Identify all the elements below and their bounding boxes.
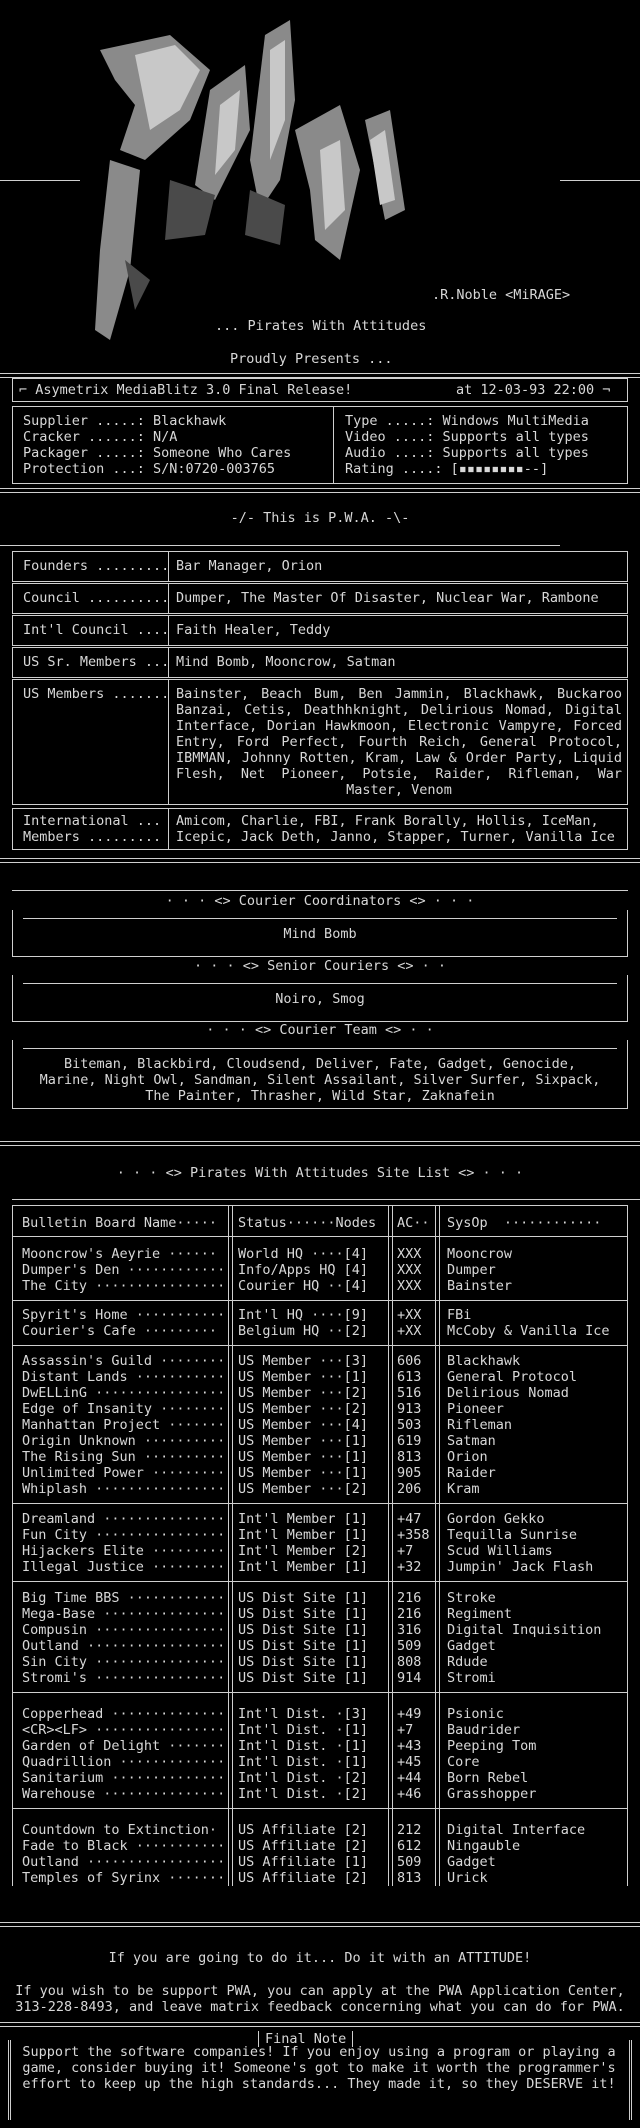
- site-cell-ac: 914: [397, 1670, 422, 1686]
- about-row-divider: [168, 616, 169, 645]
- site-cell-sysop: Core: [447, 1754, 480, 1770]
- site-cell-sysop: Rifleman: [447, 1417, 513, 1433]
- about-row-divider: [168, 809, 169, 849]
- site-cell-ac: 509: [397, 1638, 422, 1654]
- site-cell-board: Dumper's Den ············: [22, 1262, 226, 1278]
- site-cell-ac: XXX: [397, 1262, 422, 1278]
- site-cell-board: Hijackers Elite ·········: [22, 1543, 226, 1559]
- site-cell-status: US Member ···[1]: [238, 1465, 369, 1481]
- site-cell-sysop: General Protocol: [447, 1369, 578, 1385]
- site-cell-sysop: Psionic: [447, 1706, 504, 1722]
- site-cell-ac: +46: [397, 1786, 422, 1802]
- site-cell-ac: +32: [397, 1559, 422, 1575]
- site-cell-status: US Affiliate [1]: [238, 1854, 369, 1870]
- site-cell-status: US Dist Site [1]: [238, 1590, 369, 1606]
- site-cell-sysop: Regiment: [447, 1606, 513, 1622]
- site-cell-board: The City ················: [22, 1278, 226, 1294]
- site-cell-status: Int'l Dist. ·[2]: [238, 1770, 369, 1786]
- site-cell-board: Sin City ················: [22, 1654, 226, 1670]
- about-row-founders: [12, 551, 628, 582]
- release-bottom-rule: [0, 488, 640, 493]
- site-cell-status: US Member ···[2]: [238, 1481, 369, 1497]
- site-cell-ac: 613: [397, 1369, 422, 1385]
- site-cell-sysop: McCoby & Vanilla Ice: [447, 1323, 610, 1339]
- release-date-text: at 12-03-93 22:00: [456, 382, 595, 398]
- site-cell-board: Fade to Black ···········: [22, 1838, 226, 1854]
- site-cell-board: Origin Unknown ··········: [22, 1433, 226, 1449]
- site-cell-status: US Member ···[1]: [238, 1449, 369, 1465]
- release-audio: Audio ....: Supports all types: [345, 445, 589, 461]
- about-row-divider: [168, 648, 169, 677]
- site-cell-sysop: Orion: [447, 1449, 488, 1465]
- site-cell-ac: 216: [397, 1590, 422, 1606]
- site-cell-status: US Affiliate [2]: [238, 1838, 369, 1854]
- site-group-rule: [12, 1345, 628, 1346]
- site-cell-sysop: Mooncrow: [447, 1246, 513, 1262]
- site-cell-sysop: Stroke: [447, 1590, 496, 1606]
- site-cell-board: Manhattan Project ·······: [22, 1417, 226, 1433]
- site-cell-status: Int'l Member [1]: [238, 1559, 369, 1575]
- col-header-sysop: SysOp ············: [447, 1215, 602, 1231]
- site-cell-ac: +44: [397, 1770, 422, 1786]
- site-cell-status: Int'l Dist. ·[3]: [238, 1706, 369, 1722]
- site-list-bottom-rule: [0, 1922, 640, 1927]
- about-value-sr-members: Mind Bomb, Mooncrow, Satman: [176, 654, 396, 670]
- final-note-title: Final Note: [258, 2031, 353, 2047]
- release-title-text: Asymetrix MediaBlitz 3.0 Final Release!: [35, 382, 353, 398]
- site-cell-board: Unlimited Power ·········: [22, 1465, 226, 1481]
- site-cell-sysop: Jumpin' Jack Flash: [447, 1559, 594, 1575]
- site-cell-sysop: Tequilla Sunrise: [447, 1527, 578, 1543]
- site-cell-status: US Member ···[3]: [238, 1353, 369, 1369]
- site-cell-sysop: Pioneer: [447, 1401, 504, 1417]
- site-cell-status: US Member ···[1]: [238, 1369, 369, 1385]
- site-cell-status: US Member ···[2]: [238, 1385, 369, 1401]
- site-cell-board: Warehouse ···············: [22, 1786, 226, 1802]
- site-cell-sysop: Born Rebel: [447, 1770, 529, 1786]
- about-row-intl-council: [12, 615, 628, 646]
- site-cell-sysop: Raider: [447, 1465, 496, 1481]
- release-protection: Protection ...: S/N:0720-003765: [23, 461, 275, 477]
- about-row-intl-members: [12, 808, 628, 850]
- site-cell-status: Int'l Dist. ·[1]: [238, 1754, 369, 1770]
- site-cell-status: Courier HQ ··[4]: [238, 1278, 369, 1294]
- courier-team-inner-rule: [23, 1048, 617, 1049]
- site-group-rule: [12, 1692, 628, 1693]
- site-cell-board: Big Time BBS ············: [22, 1590, 226, 1606]
- site-cell-ac: 612: [397, 1838, 422, 1854]
- site-cell-ac: 509: [397, 1854, 422, 1870]
- release-title: ⌐ Asymetrix MediaBlitz 3.0 Final Release!: [19, 382, 353, 398]
- site-col-divider-3: [435, 1206, 440, 1886]
- about-row-us-members: [12, 679, 628, 805]
- site-cell-sysop: Dumper: [447, 1262, 496, 1278]
- site-cell-status: Int'l Member [1]: [238, 1511, 369, 1527]
- site-cell-board: Copperhead ··············: [22, 1706, 226, 1722]
- site-cell-ac: +XX: [397, 1323, 422, 1339]
- release-date: at 12-03-93 22:00 ¬: [456, 382, 611, 398]
- pwa-logo-art: [40, 10, 500, 350]
- final-note-box: [8, 2040, 632, 2120]
- site-cell-ac: 619: [397, 1433, 422, 1449]
- site-group-rule: [12, 1503, 628, 1504]
- site-cell-board: Distant Lands ···········: [22, 1369, 226, 1385]
- courier-team-box: [12, 1040, 628, 1109]
- site-cell-ac: +47: [397, 1511, 422, 1527]
- site-cell-ac: +358: [397, 1527, 430, 1543]
- site-cell-sysop: Digital Interface: [447, 1822, 586, 1838]
- about-label-council: Council ..........: [23, 590, 170, 606]
- site-cell-status: Int'l Member [2]: [238, 1543, 369, 1559]
- site-cell-ac: 813: [397, 1870, 422, 1886]
- site-cell-sysop: Ningauble: [447, 1838, 521, 1854]
- site-cell-status: Int'l HQ ····[9]: [238, 1307, 369, 1323]
- site-list-top-rule: [12, 1199, 640, 1200]
- about-label-intl-members: International ... Members .........: [23, 813, 162, 845]
- site-cell-ac: 808: [397, 1654, 422, 1670]
- logo-left-rule: [0, 180, 80, 181]
- site-cell-board: The Rising Sun ··········: [22, 1449, 226, 1465]
- site-cell-sysop: Rdude: [447, 1654, 488, 1670]
- site-cell-board: Whiplash ················: [22, 1481, 226, 1497]
- site-cell-status: US Dist Site [1]: [238, 1606, 369, 1622]
- site-cell-status: Int'l Dist. ·[2]: [238, 1786, 369, 1802]
- site-cell-board: DwELLinG ················: [22, 1385, 226, 1401]
- release-video: Video ....: Supports all types: [345, 429, 589, 445]
- site-cell-ac: 516: [397, 1385, 422, 1401]
- site-cell-sysop: Grasshopper: [447, 1786, 537, 1802]
- senior-couriers-names: Noiro, Smog: [275, 991, 365, 1007]
- site-cell-status: US Affiliate [2]: [238, 1870, 369, 1886]
- col-header-ac: AC··: [397, 1215, 430, 1231]
- site-cell-status: Info/Apps HQ [4]: [238, 1262, 369, 1278]
- release-cracker: Cracker ......: N/A: [23, 429, 178, 445]
- about-value-founders: Bar Manager, Orion: [176, 558, 323, 574]
- site-cell-board: Spyrit's Home ···········: [22, 1307, 226, 1323]
- site-cell-sysop: Kram: [447, 1481, 480, 1497]
- site-cell-ac: 913: [397, 1401, 422, 1417]
- about-label-sr-members: US Sr. Members ...: [23, 654, 170, 670]
- site-cell-board: Dreamland ···············: [22, 1511, 226, 1527]
- site-cell-board: Outland ·················: [22, 1638, 226, 1654]
- about-value-us-members: Bainster, Beach Bum, Ben Jammin, Blackhawk, Buckaroo Banzai, Cetis, Deathhknight, Delirious Nomad, Digital Interface, Dorian Hawkmoon, Electronic Vampyre, Forced Entry, Ford Perfect, Fourth Reich, General Protocol, IBMMAN, Johnny Rotten, Kram, Law & Order Party, Liquid Flesh, Net Pioneer, Potsie, Raider, Rifleman, War Master, Venom: [176, 686, 622, 798]
- site-cell-board: Mega-Base ···············: [22, 1606, 226, 1622]
- site-cell-sysop: Satman: [447, 1433, 496, 1449]
- site-cell-sysop: Gordon Gekko: [447, 1511, 545, 1527]
- site-cell-sysop: Delirious Nomad: [447, 1385, 569, 1401]
- site-cell-ac: +43: [397, 1738, 422, 1754]
- release-rating: Rating ....: [▪▪▪▪▪▪▪▪--]: [345, 461, 549, 477]
- site-cell-board: Illegal Justice ·········: [22, 1559, 226, 1575]
- logo-presents: Proudly Presents ...: [230, 351, 393, 367]
- release-info-left: [23, 413, 291, 477]
- apply-text: If you wish to be support PWA, you can apply at the PWA Application Center, 313-228-8493, and leave matrix feedback concerning what you can do for PWA.: [15, 1983, 625, 2015]
- courier-coord-heading: · · · <> Courier Coordinators <> · · ·: [165, 893, 475, 909]
- site-cell-board: Edge of Insanity ········: [22, 1401, 226, 1417]
- site-cell-sysop: Scud Williams: [447, 1543, 553, 1559]
- senior-couriers-heading: · · · <> Senior Couriers <> · ·: [194, 958, 446, 974]
- site-cell-board: Stromi's ················: [22, 1670, 226, 1686]
- site-cell-sysop: Urick: [447, 1870, 488, 1886]
- site-cell-status: US Dist Site [1]: [238, 1638, 369, 1654]
- final-note-top-rule: [0, 2022, 640, 2027]
- about-row-council: [12, 583, 628, 614]
- site-cell-ac: +45: [397, 1754, 422, 1770]
- site-cell-status: US Dist Site [1]: [238, 1622, 369, 1638]
- site-cell-ac: 216: [397, 1606, 422, 1622]
- courier-coord-inner-rule: [23, 918, 617, 919]
- release-info-box: [12, 406, 628, 484]
- about-row-divider: [168, 584, 169, 613]
- senior-couriers-inner-rule: [23, 983, 617, 984]
- courier-coord-names: Mind Bomb: [283, 926, 357, 942]
- site-cell-ac: 813: [397, 1449, 422, 1465]
- about-value-council: Dumper, The Master Of Disaster, Nuclear War, Rambone: [176, 590, 599, 606]
- col-header-status: Status······Nodes: [238, 1215, 377, 1231]
- about-value-intl-council: Faith Healer, Teddy: [176, 622, 331, 638]
- site-cell-status: Int'l Member [1]: [238, 1527, 369, 1543]
- site-cell-status: US Member ···[2]: [238, 1401, 369, 1417]
- release-supplier: Supplier .....: Blackhawk: [23, 413, 227, 429]
- site-cell-ac: +XX: [397, 1307, 422, 1323]
- site-cell-sysop: Peeping Tom: [447, 1738, 537, 1754]
- site-cell-status: Int'l Dist. ·[1]: [238, 1738, 369, 1754]
- site-cell-ac: +7: [397, 1722, 414, 1738]
- logo-right-rule: [560, 180, 640, 181]
- logo-credit: .R.Noble <MiRAGE>: [432, 287, 571, 303]
- site-cell-sysop: Gadget: [447, 1854, 496, 1870]
- site-cell-status: World HQ ····[4]: [238, 1246, 369, 1262]
- site-list-heading: · · · <> Pirates With Attitudes Site List <> · · ·: [116, 1165, 524, 1181]
- site-cell-ac: 905: [397, 1465, 422, 1481]
- site-cell-board: Garden of Delight ·······: [22, 1738, 226, 1754]
- site-cell-status: Int'l Dist. ·[1]: [238, 1722, 369, 1738]
- col-header-board: Bulletin Board Name·····: [22, 1215, 218, 1231]
- site-col-divider-1: [228, 1206, 233, 1886]
- site-cell-status: US Member ···[1]: [238, 1433, 369, 1449]
- site-cell-status: US Member ···[4]: [238, 1417, 369, 1433]
- couriers-bottom-rule: [0, 1141, 640, 1146]
- about-row-divider: [168, 552, 169, 581]
- site-col-divider-2: [388, 1206, 393, 1886]
- site-cell-sysop: Gadget: [447, 1638, 496, 1654]
- site-cell-board: Fun City ················: [22, 1527, 226, 1543]
- site-cell-sysop: Baudrider: [447, 1722, 521, 1738]
- site-cell-ac: +7: [397, 1543, 414, 1559]
- site-cell-sysop: Blackhawk: [447, 1353, 521, 1369]
- site-cell-sysop: FBi: [447, 1307, 472, 1323]
- site-cell-status: US Dist Site [1]: [238, 1654, 369, 1670]
- site-cell-sysop: Digital Inquisition: [447, 1622, 602, 1638]
- release-title-box: [12, 378, 628, 402]
- site-cell-status: US Affiliate [2]: [238, 1822, 369, 1838]
- about-label-founders: Founders .........: [23, 558, 170, 574]
- site-cell-board: Sanitarium ··············: [22, 1770, 226, 1786]
- site-cell-board: Outland ·················: [22, 1854, 226, 1870]
- site-cell-board: Quadrillion ·············: [22, 1754, 226, 1770]
- site-cell-board: <CR><LF> ················: [22, 1722, 226, 1738]
- site-group-rule: [12, 1808, 628, 1809]
- about-label-us-members: US Members .......: [23, 686, 170, 702]
- site-cell-ac: XXX: [397, 1278, 422, 1294]
- about-label-intl-council: Int'l Council ....: [23, 622, 170, 638]
- site-cell-sysop: Bainster: [447, 1278, 513, 1294]
- site-cell-ac: +49: [397, 1706, 422, 1722]
- site-group-rule: [12, 1300, 628, 1301]
- couriers-top-rule: [12, 890, 628, 891]
- site-cell-board: Countdown to Extinction·: [22, 1822, 218, 1838]
- final-note-text: Support the software companies! If you enjoy using a program or playing a game, consider buying it! Someone's got to make it worth the programmer's effort to keep up the high standards... They made it, so they DESERVE it!: [22, 2044, 616, 2092]
- about-value-intl-members: Amicom, Charlie, FBI, Frank Borally, Hollis, IceMan, Icepic, Jack Deth, Janno, Stapper, Turner, Vanilla Ice: [176, 813, 615, 845]
- col-header-rule: [12, 1236, 628, 1237]
- senior-couriers-box: [12, 975, 628, 1022]
- site-cell-ac: XXX: [397, 1246, 422, 1262]
- attitude-line: If you are going to do it... Do it with an ATTITUDE!: [108, 1950, 532, 1966]
- about-top-rule: [0, 545, 560, 546]
- site-cell-ac: 606: [397, 1353, 422, 1369]
- release-type: Type .....: Windows MultiMedia: [345, 413, 589, 429]
- release-divider: [333, 407, 334, 483]
- about-bottom-rule: [0, 858, 640, 863]
- release-info-right: [345, 413, 589, 477]
- site-cell-board: Courier's Cafe ·········: [22, 1323, 218, 1339]
- courier-coord-box: [12, 910, 628, 957]
- site-cell-status: Belgium HQ ··[2]: [238, 1323, 369, 1339]
- site-cell-ac: 206: [397, 1481, 422, 1497]
- site-cell-board: Temples of Syrinx ·······: [22, 1870, 226, 1886]
- release-packager: Packager .....: Someone Who Cares: [23, 445, 292, 461]
- site-group-rule: [12, 1581, 628, 1582]
- site-cell-status: US Dist Site [1]: [238, 1670, 369, 1686]
- site-cell-board: Compusin ················: [22, 1622, 226, 1638]
- logo-tagline: ... Pirates With Attitudes: [215, 318, 427, 334]
- site-cell-ac: 316: [397, 1622, 422, 1638]
- courier-team-heading: · · · <> Courier Team <> · ·: [206, 1022, 434, 1038]
- about-row-sr-members: [12, 647, 628, 678]
- about-row-divider: [168, 680, 169, 804]
- courier-team-names: Biteman, Blackbird, Cloudsend, Deliver, Fate, Gadget, Genocide, Marine, Night Owl, Sandman, Silent Assailant, Silver Surfer, Sixpack, The Painter, Thrasher, Wild Star, Zaknafein: [39, 1056, 601, 1104]
- site-cell-ac: 212: [397, 1822, 422, 1838]
- site-cell-board: Mooncrow's Aeyrie ······: [22, 1246, 218, 1262]
- site-cell-board: Assassin's Guild ········: [22, 1353, 226, 1369]
- site-cell-ac: 503: [397, 1417, 422, 1433]
- site-cell-sysop: Stromi: [447, 1670, 496, 1686]
- about-heading: -/- This is P.W.A. -\-: [230, 510, 410, 526]
